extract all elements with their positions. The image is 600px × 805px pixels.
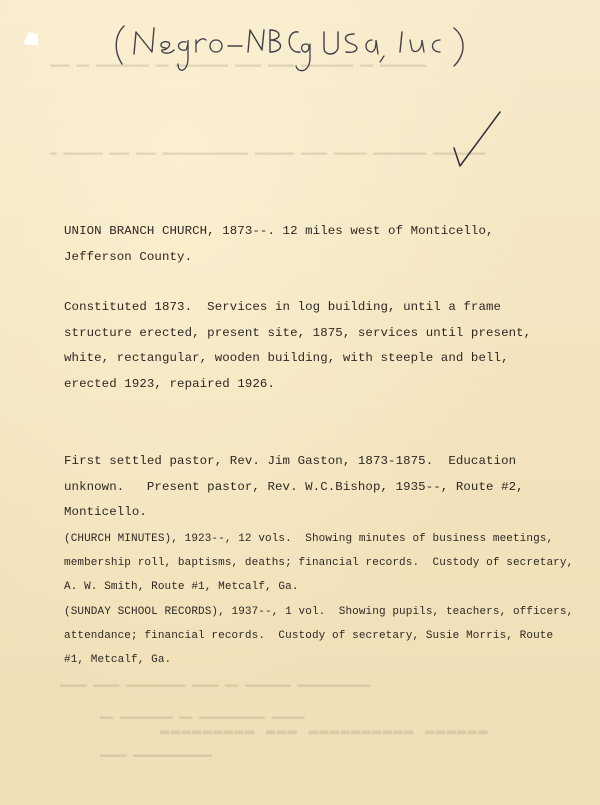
church-heading-line: Jefferson County. [64,249,193,264]
church-history-paragraph [64,295,574,397]
handwritten-note-text: (Negro - NBC of USA, Inc) [110,78,126,79]
church-heading-line: UNION BRANCH CHURCH, 1873--. 12 miles west of Monticello, [64,224,494,238]
sunday-school-line: (SUNDAY SCHOOL RECORDS), 1937--, 1 vol. Showing pupils, teachers, officers, [64,606,574,618]
pastor-line: unknown. Present pastor, Rev. W.C.Bishop, 1935--, Route #2, [64,479,524,494]
bleed-through-text: ▬▬▬ ▬▬ ▬▬▬▬▬▬▬▬ ▬▬ ▬▬▬▬▬▬▬▬ ▬▬▬▬ ▬▬▬▬ ▬▬▬▬▬▬▬▬ ▬▬ ▬▬▬▬▬▬▬ [50,60,427,72]
check-mark-icon [448,108,508,172]
bleed-through-text: ▬ ▬▬▬▬▬▬ ▬▬▬ ▬▬▬ ▬▬▬▬▬▬▬▬▬▬▬▬▬ ▬▬▬▬▬▬ ▬▬▬▬ ▬▬▬▬▬ ▬▬▬▬▬▬▬▬ ▬▬▬▬▬▬▬▬ [50,148,486,160]
minutes-line: membership roll, baptisms, deaths; financial records. Custody of secretary, [64,557,574,569]
church-heading [64,219,574,270]
history-line: white, rectangular, wooden building, with steeple and bell, [64,351,509,365]
sunday-school-record [64,600,574,672]
history-line: Constituted 1873. Services in log building, until a frame [64,300,502,314]
bleed-through-text: ▬▬▬▬ ▬▬▬▬▬▬▬▬▬▬▬▬ [100,750,213,762]
pastor-line: Monticello. [64,505,147,519]
sunday-school-line: #1, Metcalf, Ga. [64,654,172,666]
punch-hole [19,29,43,52]
history-line: structure erected, present site, 1875, services until present, [64,325,532,340]
bleed-through-text: ▬▬▬▬ ▬▬▬▬ ▬▬▬▬▬▬▬▬▬ ▬▬▬▬ ▬▬ ▬▬▬▬▬▬▬ ▬▬▬▬▬▬▬▬▬▬▬ [60,680,371,692]
church-minutes-record [64,527,574,599]
pastor-paragraph [64,449,574,526]
pastor-line: First settled pastor, Rev. Jim Gaston, 1873-1875. Education [64,454,517,468]
minutes-line: (CHURCH MINUTES), 1923--, 12 vols. Showing minutes of business meetings, [64,533,554,545]
bleed-through-text: ▬▬ ▬▬▬▬▬▬▬▬ ▬▬ ▬▬▬▬▬▬▬▬▬▬ ▬▬▬▬▬ [100,712,305,724]
bleed-through-text: ▬▬▬▬▬▬▬▬▬ ▬▬▬ ▬▬▬▬▬▬▬▬▬▬ ▬▬▬▬▬▬ [160,725,489,743]
handwritten-annotation [110,18,490,80]
minutes-line: A. W. Smith, Route #1, Metcalf, Ga. [64,581,299,593]
history-line: erected 1923, repaired 1926. [64,376,275,391]
sunday-school-line: attendance; financial records. Custody of secretary, Susie Morris, Route [64,630,554,642]
